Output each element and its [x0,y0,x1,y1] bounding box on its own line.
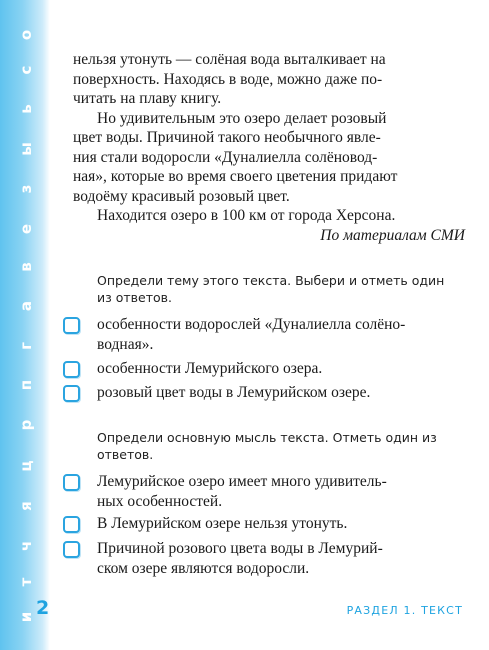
option-line: ных особенностей. [97,492,223,510]
text-line: поверхность. Находясь в воде, можно даже по- [73,70,383,88]
task-1-prompt [97,272,469,306]
option-line: водная». [97,335,154,353]
task-2-option-1-checkbox[interactable] [63,474,80,491]
task-1-option-3 [97,383,467,403]
task-prompt-line: из ответов. [97,290,172,305]
strip-letter: п [17,379,35,391]
reading-text [73,50,465,245]
strip-letter: о [17,29,35,41]
page-number: 2 [36,597,50,619]
text-line: ная», которые во время своего цветения придают [73,168,398,185]
task-1-option-2 [97,359,467,379]
text-line: Но удивительным это озеро делает розовый [97,109,387,127]
section-label: РАЗДЕЛ 1. ТЕКСТ [346,604,463,617]
task-1-option-1-checkbox[interactable] [63,317,80,334]
task-2-option-2-checkbox[interactable] [63,516,80,533]
task-prompt-line: Определи тему этого текста. Выбери и отметь один [97,273,445,288]
strip-letter: г [17,342,35,350]
option-line: Причиной розового цвета воды в Лемурий- [97,540,383,557]
option-line: Лемурийское озеро имеет много удивитель- [97,473,387,490]
task-2-option-1 [97,472,467,511]
strip-letter: ы [17,142,35,156]
task-1-option-1 [97,315,467,354]
strip-letter: р [17,419,35,431]
strip-letter: ч [17,540,35,552]
task-2-prompt [97,429,469,463]
strip-letter: т [17,577,35,587]
source-attribution: По материалам СМИ [320,226,465,244]
text-line: Находится озеро в 100 км от города Херсона. [97,207,396,224]
strip-letter: я [17,501,35,511]
option-line: особенности водорослей «Дуналиелла солёно- [97,316,406,333]
strip-letter: з [17,184,35,194]
text-line: читать на плаву книгу. [73,90,222,107]
text-line: нельзя утонуть — солёная вода выталкивает на [73,51,386,68]
task-2-option-3 [97,539,467,578]
strip-letter: и [17,611,35,623]
option-line: ском озере являются водоросли. [97,559,310,577]
option-line: В Лемурийском озере нельзя утонуть. [97,515,348,532]
strip-letter: ь [17,104,35,114]
task-1-option-2-checkbox[interactable] [63,361,80,378]
task-2-option-2 [97,514,467,534]
option-line: розовый цвет воды в Лемурийском озере. [97,384,371,401]
strip-letter: е [17,223,35,235]
task-1-option-3-checkbox[interactable] [63,385,80,402]
text-line: водоёму красивый розовый цвет. [73,187,290,205]
strip-letter: а [17,300,35,312]
task-2-option-3-checkbox[interactable] [63,541,80,558]
task-prompt-line: ответов. [97,447,154,462]
strip-letter: с [17,65,35,75]
strip-letter: в [17,262,35,272]
text-line: цвет воды. Причиной такого необычного явле- [73,129,381,146]
strip-letter: ц [17,460,35,472]
option-line: особенности Лемурийского озера. [97,360,323,377]
side-decor-strip [0,0,50,650]
task-prompt-line: Определи основную мысль текста. Отметь один из [97,430,437,445]
text-line: ния стали водоросли «Дуналиелла солёновод- [73,148,378,166]
